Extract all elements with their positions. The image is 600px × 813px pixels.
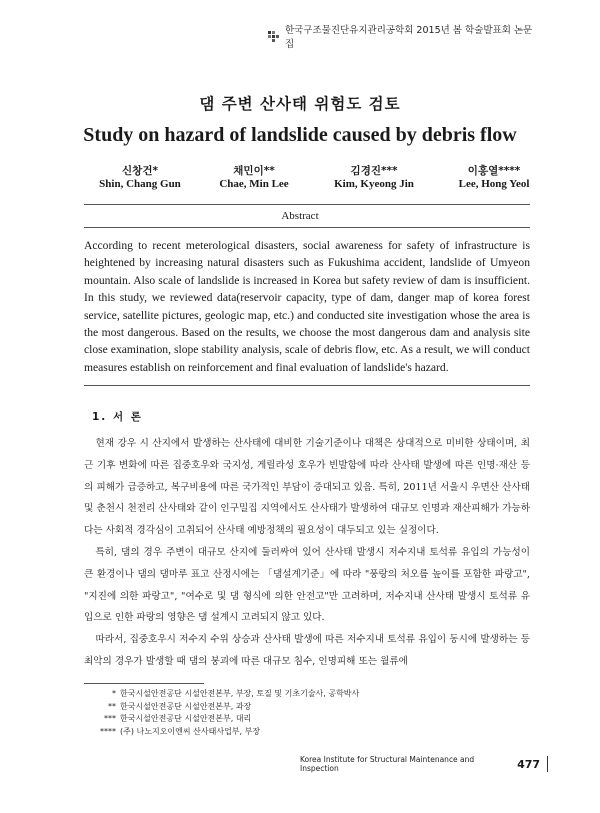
author-name-korean: 이홍열**** bbox=[467, 165, 521, 177]
footnote-rule bbox=[84, 683, 204, 684]
author-2 bbox=[194, 163, 314, 190]
page-number: 477 bbox=[517, 757, 541, 771]
footnote-text: 한국시설안전공단 시설안전본부, 부장, 토질 및 기초기술사, 공학박사 bbox=[120, 689, 360, 698]
author-name-english: Chae, Min Lee bbox=[219, 178, 289, 190]
running-header bbox=[268, 25, 540, 50]
author-name-korean: 신창건* bbox=[122, 165, 158, 177]
author-name-korean: 채민이** bbox=[233, 165, 275, 177]
footnote-text: (주) 나노지오이엔씨 산사태사업부, 부장 bbox=[120, 726, 261, 736]
english-title: Study on hazard of landslide caused by debris flow bbox=[83, 124, 517, 146]
author-3 bbox=[314, 163, 434, 190]
author-list bbox=[94, 163, 560, 197]
abstract-body: According to recent meterological disasters, social awareness for safety of infrastructure is heightened by increasing natural disasters such as Fukushima accident, landslide of Umyeon mountain. Also scale of landslide is increased in Korea but safety review of dam is insufficient. In this study, we reviewed data(reservoir capacity, type of dam, danger map of korea forest service, satellite pictures, geologic map, etc.) and conducted site investigation whose the area is the most dangerous. Based on the results, we choose the most dangerous dam and analysis site close examination, slope stability analysis, scale of debris flow, etc. As a result, we will conduct measures establish on reinforcement and final evaluation of landslide's hazard. bbox=[84, 239, 530, 374]
footnote bbox=[84, 701, 414, 714]
footnote-mark: ** bbox=[108, 701, 116, 711]
proceedings-title: 한국구조물진단유지관리공학회 2015년 봄 학술발표회 논문집 bbox=[284, 25, 533, 50]
footnote-text: 한국시설안전공단 시설안전본부, 과장 bbox=[120, 701, 252, 711]
body-paragraph: 따라서, 집중호우시 저수지 수위 상승과 산사태 발생에 따른 저수지내 토석류 유입이 동시에 발생하는 등 최악의 경우가 발생할 때 댐의 붕괴에 따른 대규모 침수, 인명피해 또는 월류에 bbox=[84, 634, 530, 667]
abstract-top-rule bbox=[84, 204, 530, 205]
page-footer bbox=[300, 754, 548, 774]
abstract-heading: Abstract bbox=[281, 210, 319, 222]
author-1 bbox=[80, 163, 200, 190]
author-name-english: Lee, Hong Yeol bbox=[458, 178, 530, 190]
section-body bbox=[84, 433, 530, 673]
footnotes bbox=[84, 688, 414, 738]
korean-title: 댐 주변 산사태 위험도 검토 bbox=[199, 95, 401, 113]
abstract-bottom-rule bbox=[84, 385, 530, 386]
footnote-mark: *** bbox=[104, 714, 116, 723]
logo-icon bbox=[268, 30, 280, 42]
footnote bbox=[84, 688, 414, 701]
section-heading: 1. 서 론 bbox=[92, 411, 143, 423]
author-name-korean: 김경진*** bbox=[350, 165, 398, 177]
footnote bbox=[84, 726, 414, 739]
footnote-mark: * bbox=[112, 689, 116, 698]
author-name-english: Kim, Kyeong Jin bbox=[334, 178, 414, 190]
abstract-label-rule bbox=[84, 227, 530, 228]
footnote bbox=[84, 713, 414, 726]
author-name-english: Shin, Chang Gun bbox=[99, 178, 181, 190]
body-paragraph: 특히, 댐의 경우 주변이 대규모 산지에 둘러싸여 있어 산사태 발생시 저수지내 토석류 유입의 가능성이 큰 환경이나 댐의 댐마루 표고 산정시에는 「댐설계기준」에 따라 "풍랑의 처오름 높이를 포함한 파랑고", "지진에 의한 파랑고", "여수로 및 댐 형식에 의한 안전고"만 고려하며, 저수지내 산사태 발생시 토석류 유입으로 인한 파랑의 영향은 댐 설계시 고려되지 않고 있다. bbox=[84, 546, 530, 624]
footer-organization: Korea Institute for Structural Maintenance and Inspection bbox=[300, 755, 475, 773]
footer-divider bbox=[547, 756, 548, 772]
author-4 bbox=[434, 163, 554, 190]
footnote-text: 한국시설안전공단 시설안전본부, 대리 bbox=[120, 714, 252, 723]
body-paragraph: 현재 강우 시 산지에서 발생하는 산사태에 대비한 기술기준이나 대책은 상대적으로 미비한 상태이며, 최근 기후 변화에 따른 집중호우와 국지성, 게릴라성 호우가 빈발함에 따라 산사태 발생에 따른 인명·재산 등의 피해가 급증하고, 복구비용에 따른 국가적인 부담이 증대되고 있음. 특히, 2011년 서울시 우면산 산사태 및 춘천시 천전리 산사태와 같이 인구밀집 지역에서도 산사태가 발생하여 대규모 인명과 재산피해가 가능하다는 사회적 경각심이 고취되어 산사태 예방정책의 필요성이 대두되고 있는 실정이다. bbox=[84, 438, 530, 537]
footnote-mark: **** bbox=[100, 726, 116, 736]
